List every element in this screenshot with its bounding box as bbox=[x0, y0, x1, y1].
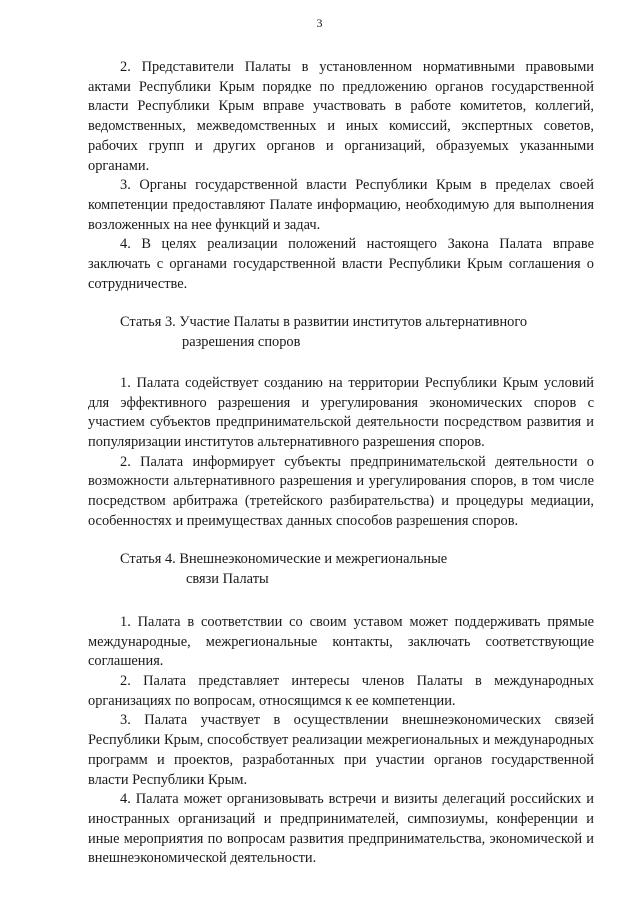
paragraph: 2. Палата информирует субъекты предпринимательской деятельности о возможности альтернативного разрешения и урегулирования споров, в том числе посредством арбитража (третейского разбирательства) и процедуры медиации, особенностях и преимуществах данных способов разрешения споров. bbox=[88, 453, 594, 529]
document-body bbox=[88, 58, 594, 869]
paragraph: 3. Органы государственной власти Республики Крым в пределах своей компетенции предоставляют Палате информацию, необходимую для выполнения возложенных на нее функций и задач. bbox=[88, 177, 594, 233]
paragraph: 3. Палата участвует в осуществлении внешнеэкономических связей Республики Крым, способствует реализации межрегиональных и международных программ и проектов, разработанных при участии органов государственной власти Республики Крым. bbox=[88, 712, 594, 788]
paragraph: 2. Представители Палаты в установленном нормативными правовыми актами Республики Крым порядке по предложению органов государственной власти Республики Крым вправе участвовать в работе комитетов, коллегий, ведомственных, межведомственных и иных комиссий, экспертных советов, рабочих групп и других органов и организаций, образуемых указанными органами. bbox=[88, 59, 594, 174]
paragraph: 4. Палата может организовывать встречи и визиты делегаций российских и иностранных организаций и предпринимателей, симпозиумы, конференции и иные мероприятия по вопросам развития предпринимательства, экономической и внешнеэкономической деятельности. bbox=[88, 791, 594, 867]
paragraph: 2. Палата представляет интересы членов Палаты в международных организациях по вопросам, относящимся к ее компетенции. bbox=[88, 672, 594, 709]
article-4-title-line1: Статья 4. Внешнеэкономические и межрегиональные bbox=[120, 551, 448, 568]
article-3-heading bbox=[88, 313, 594, 352]
article-3-title-line2: разрешения споров bbox=[182, 334, 301, 351]
article-3-title-line1: Статья 3. Участие Палаты в развитии институтов альтернативного bbox=[120, 314, 528, 331]
page-number: 3 bbox=[316, 16, 323, 30]
article-4-title-line2: связи Палаты bbox=[186, 571, 269, 588]
paragraph: 1. Палата в соответствии со своим уставом может поддерживать прямые международные, межрегиональные контакты, заключать соответствующие соглашения. bbox=[88, 613, 594, 670]
paragraph: 4. В целях реализации положений настоящего Закона Палата вправе заключать с органами государственной власти Республики Крым соглашения о сотрудничестве. bbox=[88, 236, 594, 292]
article-4-heading bbox=[88, 550, 594, 589]
paragraph: 1. Палата содействует созданию на территории Республики Крым условий для эффективного разрешения и урегулирования экономических споров с участием субъектов предпринимательской деятельности посредством развития и популяризации институтов альтернативного разрешения споров. bbox=[88, 374, 594, 450]
